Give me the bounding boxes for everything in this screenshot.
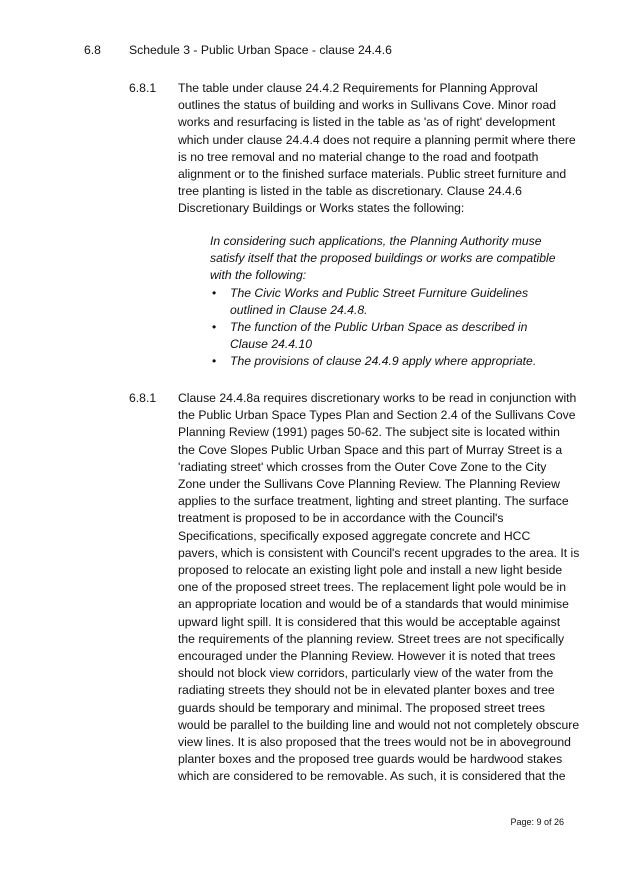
bullet-marker: • [212,285,217,300]
para2-line: which are considered to be removable. As such, it is considered that the [178,769,566,784]
quote-bullet-line: Clause 24.4.10 [230,337,312,352]
para2-line: would be parallel to the building line and would not not completely obscure [178,717,580,732]
para2-line: radiating streets they should not be in elevated planter boxes and tree [178,683,555,698]
para2-line: should not block view corridors, particularly view of the water from the [178,666,554,681]
quote-line: satisfy itself that the proposed buildings or works are compatible [210,251,556,266]
page-footer: Page: 9 of 26 [510,817,564,827]
para1-line: outlines the status of building and works in Sullivans Cove. Minor road [178,98,557,113]
para2-number: 6.8.1 [129,391,157,405]
quote-line: with the following: [210,268,307,283]
para2-line: treatment is proposed to be in accordance with the Council's [178,511,504,526]
para1-line: is no tree removal and no material change to the road and footpath [178,149,539,164]
para2-line: pavers, which is consistent with Council's recent upgrades to the area. It is [178,545,580,560]
para2-line: Clause 24.4.8a requires discretionary works to be read in conjunction with [178,391,577,405]
para1-line: The table under clause 24.4.2 Requirements for Planning Approval [178,81,538,95]
para2-line: one of the proposed street trees. The replacement light pole would be in [178,580,566,595]
para2-line: the Cove Slopes Public Urban Space and this part of Murray Street is a [178,442,563,457]
para2-line: Specifications, specifically exposed aggregate concrete and HCC [178,528,531,543]
para1-line: Discretionary Buildings or Works states the following: [178,201,465,216]
para2-line: proposed to relocate an existing light pole and install a new light beside [178,563,563,577]
para2-line: view lines. It is also proposed that the trees would not be in aboveground [178,735,571,749]
para2-line: encouraged under the Planning Review. However it is noted that trees [178,649,556,663]
section-number: 6.8 [84,43,101,57]
para1-number: 6.8.1 [129,81,157,95]
para2-line: planter boxes and the proposed tree guards would be hardwood stakes [178,752,563,767]
quote-bullet-line: The provisions of clause 24.4.9 apply where appropriate. [230,354,537,369]
para2-line: guards should be temporary and minimal. The proposed street trees [178,700,545,715]
para2-line: Planning Review (1991) pages 50-62. The subject site is located within [178,425,560,440]
quote-line: In considering such applications, the Planning Authority muse [210,234,542,248]
para1-line: tree planting is listed in the table as discretionary. Clause 24.4.6 [178,184,522,199]
bullet-marker: • [212,320,217,334]
para2-line: an appropriate location and would be of a standards that would minimise [178,597,569,612]
para1-line: which under clause 24.4.4 does not require a planning permit where there [178,132,576,147]
quote-bullet-line: The function of the Public Urban Space as described in [230,320,528,334]
para2-line: 'radiating street' which crosses from the Outer Cove Zone to the City [178,459,547,474]
para1-line: works and resurfacing is listed in the table as 'as of right' development [178,115,556,130]
bullet-marker: • [212,354,217,369]
para1-line: alignment or to the finished surface materials. Public street furniture and [178,167,567,181]
para2-line: upward light spill. It is considered that this would be acceptable against [178,614,561,629]
section-title: Schedule 3 - Public Urban Space - clause 24.4.6 [129,43,392,57]
para2-line: the requirements of the planning review. Street trees are not specifically [178,631,565,646]
para2-line: applies to the surface treatment, lighting and street planting. The surface [178,494,569,509]
quote-bullet-line: The Civic Works and Public Street Furniture Guidelines [230,285,529,300]
quote-bullet-line: outlined in Clause 24.4.8. [230,302,368,317]
para2-line: the Public Urban Space Types Plan and Section 2.4 of the Sullivans Cove [178,408,576,423]
para2-line: Zone under the Sullivans Cove Planning Review. The Planning Review [178,477,560,491]
